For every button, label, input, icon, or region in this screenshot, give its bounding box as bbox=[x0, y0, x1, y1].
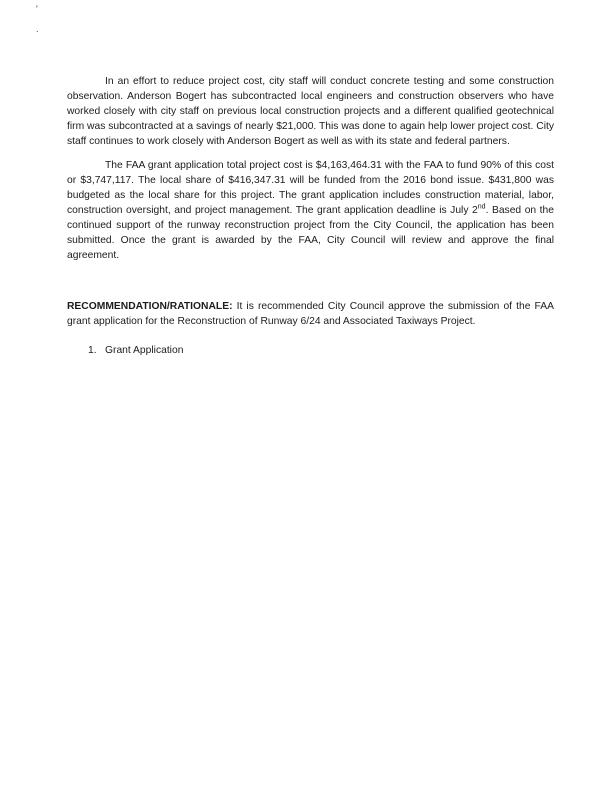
list-item-label: Grant Application bbox=[105, 345, 184, 356]
scan-artifact-mark: ' bbox=[36, 4, 38, 14]
paragraph-recommendation bbox=[67, 299, 554, 329]
scan-artifacts bbox=[36, 4, 46, 44]
scan-artifact-mark: . bbox=[36, 24, 39, 34]
recommendation-label: RECOMMENDATION/RATIONALE: bbox=[67, 301, 233, 312]
paragraph-text: . Based on the continued support of the runway reconstruction project from the City Council, the application has been submitted. Once the grant is awarded by the FAA, City Council will review and approve the final agreement. bbox=[67, 205, 554, 261]
ordinal-superscript: nd bbox=[477, 203, 486, 211]
list-item-number: 1. bbox=[88, 345, 97, 356]
paragraph-project-cost-reduction: In an effort to reduce project cost, city staff will conduct concrete testing and some construction observation. Anderson Bogert has subcontracted local engineers and construction observers who have worked closely with city staff on previous local construction projects and a different qualified geotechnical firm was subcontracted at a savings of nearly $21,000. This was done to again help lower project cost. City staff continues to work closely with Anderson Bogert as well as with its state and federal partners. bbox=[67, 76, 554, 147]
paragraph-text: The FAA grant application total project cost is $4,163,464.31 with the FAA to fund 90% of this cost or $3,747,117. The local share of $416,347.31 will be funded from the 2016 bond issue. $431,800 was budgeted as the local share for this project. The grant application includes construction material, labor, construction oversight, and project management. The grant application deadline is July 2 bbox=[67, 160, 554, 216]
recommendation-text: It is recommended City Council approve the submission of the FAA grant application for the Reconstruction of Runway 6/24 and Associated Taxiways Project. bbox=[67, 301, 554, 327]
paragraph-faa-grant-application bbox=[67, 158, 554, 263]
attachment-list bbox=[88, 343, 554, 358]
list-item bbox=[88, 343, 554, 358]
document-body bbox=[67, 74, 554, 358]
